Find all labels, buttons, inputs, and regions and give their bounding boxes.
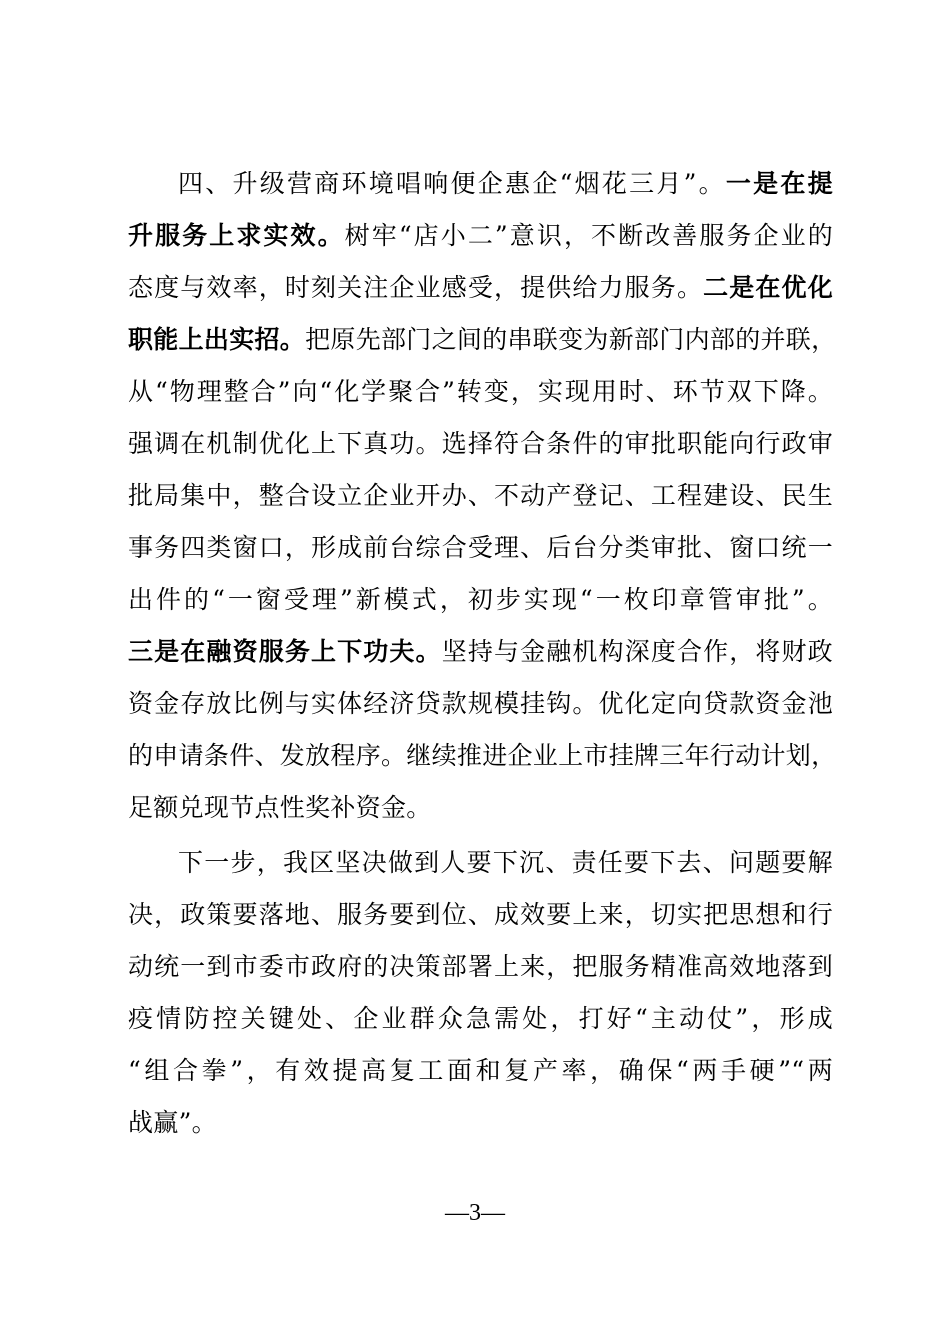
bold-point-one: 一是在提	[725, 169, 833, 198]
text-span: 坚持与金融机构深度合作，将财政	[441, 637, 833, 666]
bold-point-two: 二是在优化	[703, 273, 833, 302]
section-heading: 四、升级营商环境唱响便企惠企“烟花三月”。	[178, 169, 726, 198]
text-line	[128, 210, 833, 262]
text-line: 出件的“一窗受理”新模式，初步实现“一枚印章管审批”。	[128, 585, 833, 614]
text-span: 把原先部门之间的串联变为新部门内部的并联，	[305, 325, 837, 354]
bold-point-three: 三是在融资服务上下功夫。	[128, 637, 442, 666]
text-line: 从“物理整合”向“化学聚合”转变，实现用时、环节双下降。	[128, 377, 833, 406]
text-span: 态度与效率，时刻关注企业感受，提供给力服务。	[128, 273, 704, 302]
text-line: 的申请条件、发放程序。继续推进企业上市挂牌三年行动计划，	[128, 741, 837, 770]
text-line: “组合拳”，有效提高复工面和复产率，确保“两手硬”“两	[128, 1056, 833, 1085]
text-line	[178, 158, 833, 210]
text-line: 事务四类窗口，形成前台综合受理、后台分类审批、窗口统一	[128, 533, 833, 562]
text-line	[128, 262, 833, 314]
text-line	[128, 626, 833, 678]
bold-point-one-cont: 升服务上求实效。	[128, 221, 345, 250]
text-line	[128, 314, 837, 366]
page-number: —3—	[445, 1200, 505, 1226]
bold-point-two-cont: 职能上出实招。	[128, 325, 306, 354]
text-line: 决，政策要落地、服务要到位、成效要上来，切实把思想和行	[128, 900, 833, 929]
text-line: 动统一到市委市政府的决策部署上来，把服务精准高效地落到	[128, 952, 833, 981]
text-line: 批局集中，整合设立企业开办、不动产登记、工程建设、民生	[128, 481, 833, 510]
text-span: 树牢“店小二”意识，不断改善服务企业的	[344, 221, 833, 250]
text-line: 足额兑现节点性奖补资金。	[128, 793, 432, 822]
text-line: 下一步，我区坚决做到人要下沉、责任要下去、问题要解	[178, 848, 833, 877]
text-line: 资金存放比例与实体经济贷款规模挂钩。优化定向贷款资金池	[128, 689, 833, 718]
text-line: 战赢”。	[128, 1108, 217, 1137]
text-line: 强调在机制优化上下真功。选择符合条件的审批职能向行政审	[128, 429, 833, 458]
text-line: 疫情防控关键处、企业群众急需处，打好“主动仗”，形成	[128, 1004, 833, 1033]
